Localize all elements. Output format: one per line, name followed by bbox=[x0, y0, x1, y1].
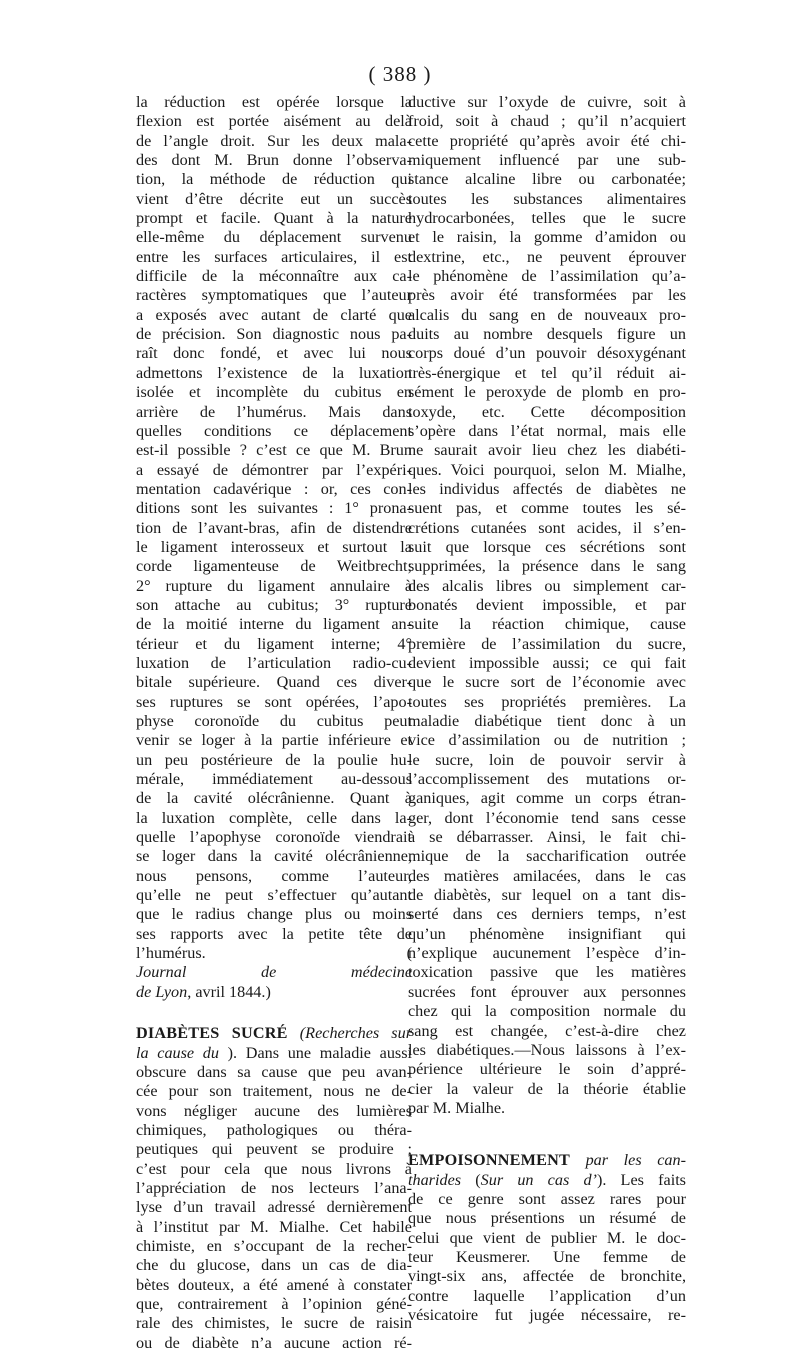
text-line: à se débarrasser. Ainsi, le fait chi- bbox=[408, 828, 686, 847]
text-line: sucrées font éprouver aux personnes bbox=[408, 982, 686, 1001]
paragraph-luxation bbox=[136, 93, 412, 963]
text-line: serté dans ces derniers temps, n’est bbox=[408, 905, 686, 924]
heading-diabetes-title: DIABÈTES SUCRÉ bbox=[136, 1024, 288, 1043]
text-line: prompt et facile. Quant à la nature bbox=[136, 209, 412, 228]
text-line: de précision. Son diagnostic nous pa- bbox=[136, 325, 412, 344]
text-line: suit que lorsque ces sécrétions sont bbox=[408, 537, 686, 556]
text-line: ger, dont l’économie tend sans cesse bbox=[408, 808, 686, 827]
text-line: chimiques, pathologiques ou théra- bbox=[136, 1120, 412, 1139]
text-line: l’accomplissement des mutations or- bbox=[408, 770, 686, 789]
text-line: près avoir été transformées par les bbox=[408, 286, 686, 305]
heading-diabetes bbox=[136, 1024, 412, 1043]
text-line: corde ligamenteuse de Weitbrecht; bbox=[136, 557, 412, 576]
heading-poisoning-subtitle-b: tharides bbox=[408, 1170, 462, 1189]
text-line: duits au nombre desquels figure un bbox=[408, 325, 686, 344]
text-line: sément le peroxyde de plomb en pro- bbox=[408, 383, 686, 402]
heading-diabetes-subtitle-a: (Recherches sur bbox=[299, 1024, 412, 1043]
text-line: des matières amilacées, dans le cas bbox=[408, 866, 686, 885]
text-line: à l’institut par M. Mialhe. Cet habile bbox=[136, 1217, 412, 1236]
text-line: che du glucose, dans un cas de dia- bbox=[136, 1256, 412, 1275]
page-number: ( 388 ) bbox=[368, 62, 432, 86]
heading-diabetes-rest: ). Dans une maladie aussi bbox=[218, 1043, 412, 1062]
text-line: entre les surfaces articulaires, il est bbox=[136, 247, 412, 266]
text-line: bitale supérieure. Quand ces diver- bbox=[136, 673, 412, 692]
citation-line-2 bbox=[136, 983, 412, 1002]
text-line: ques. Voici pourquoi, selon M. Mialhe, bbox=[408, 460, 686, 479]
citation-date: , avril 1844.) bbox=[187, 982, 271, 1001]
heading-poisoning bbox=[408, 1151, 686, 1170]
text-line: toxication passive que les matières bbox=[408, 963, 686, 982]
text-line: son attache au cubitus; 3° rupture bbox=[136, 595, 412, 614]
text-line: peutiques qui peuvent se produire ; bbox=[136, 1140, 412, 1159]
text-line: ses ruptures se sont opérées, l’apo- bbox=[136, 692, 412, 711]
text-line: obscure dans sa cause que peu avan- bbox=[136, 1062, 412, 1081]
citation-journal: Journal de médecine bbox=[136, 963, 412, 982]
text-line: alcalis du sang en de nouveaux pro- bbox=[408, 305, 686, 324]
text-line: 2° rupture du ligament annulaire à bbox=[136, 576, 412, 595]
text-line: mentation cadavérique : or, ces con- bbox=[136, 479, 412, 498]
text-line: suent pas, et comme toutes les sé- bbox=[408, 499, 686, 518]
text-line: cier la valeur de la théorie établie bbox=[408, 1079, 686, 1098]
text-line: de l’angle droit. Sur les deux mala- bbox=[136, 131, 412, 150]
text-line: lyse d’un travail adressé dernièrement bbox=[136, 1198, 412, 1217]
citation-city: de Lyon bbox=[136, 982, 188, 1001]
text-line: s’opère dans l’état normal, mais elle bbox=[408, 421, 686, 440]
text-line: que, contrairement à l’opinion géné- bbox=[136, 1294, 412, 1313]
text-line: quelle l’apophyse coronoïde viendrait bbox=[136, 828, 412, 847]
text-line: très-énergique et tel qu’il réduit ai- bbox=[408, 363, 686, 382]
section-gap bbox=[136, 1002, 412, 1024]
text-line: cée pour son traitement, nous ne de- bbox=[136, 1082, 412, 1101]
heading-poisoning-paren: ( bbox=[461, 1170, 481, 1189]
text-line: miquement influencé par une sub- bbox=[408, 151, 686, 170]
text-line: des alcalis libres ou simplement car- bbox=[408, 576, 686, 595]
text-line: toutes les substances alimentaires bbox=[408, 189, 686, 208]
text-line: contre laquelle l’application d’un bbox=[408, 1286, 686, 1305]
text-line: vésicatoire fut jugée nécessaire, re- bbox=[408, 1305, 686, 1324]
text-line: stance alcaline libre ou carbonatée; bbox=[408, 170, 686, 189]
text-line: n’explique aucunement l’espèce d’in- bbox=[408, 944, 686, 963]
text-line: de diabètès, sur lequel on a tant dis- bbox=[408, 886, 686, 905]
text-line: supprimées, la présence dans le sang bbox=[408, 557, 686, 576]
text-line: de la moitié interne du ligament an- bbox=[136, 615, 412, 634]
text-line: de la cavité olécrânienne. Quant à bbox=[136, 789, 412, 808]
text-line: vingt-six ans, affectée de bronchite, bbox=[408, 1267, 686, 1286]
text-line: périence ultérieure le soin d’appré- bbox=[408, 1060, 686, 1079]
text-line: l’humérus. ( bbox=[136, 944, 412, 963]
text-line: un peu postérieure de la poulie hu- bbox=[136, 750, 412, 769]
text-line: luxation de l’articulation radio-cu- bbox=[136, 653, 412, 672]
text-line: par M. Mialhe. bbox=[408, 1098, 506, 1117]
text-line: isolée et incomplète du cubitus en bbox=[136, 383, 412, 402]
text-line: et le raisin, la gomme d’amidon ou bbox=[408, 228, 686, 247]
text-line: venir se loger à la partie inférieure et bbox=[136, 731, 412, 750]
text-line: tion de l’avant-bras, afin de distendre bbox=[136, 518, 412, 537]
text-line: nous pensons, comme l’auteur, bbox=[136, 866, 412, 885]
text-line: admettons l’existence de la luxation bbox=[136, 363, 412, 382]
heading-poisoning-line2 bbox=[408, 1171, 686, 1190]
text-line: arrière de l’humérus. Mais dans bbox=[136, 402, 412, 421]
heading-poisoning-subtitle-a: par les can- bbox=[570, 1151, 686, 1170]
text-line: a essayé de démontrer par l’expéri- bbox=[136, 460, 412, 479]
text-line: bètes douteux, a été amené à constater bbox=[136, 1275, 412, 1294]
text-line: le ligament interosseux et surtout la bbox=[136, 537, 412, 556]
heading-poisoning-subtitle-c: Sur un cas d’ bbox=[480, 1170, 597, 1189]
text-line: flexion est portée aisément au delà bbox=[136, 112, 412, 131]
text-line: hydrocarbonées, telles que le sucre bbox=[408, 209, 686, 228]
text-line: rale des chimistes, le sucre de raisin bbox=[136, 1314, 412, 1333]
text-line: a exposés avec autant de clarté que bbox=[136, 305, 412, 324]
text-line: ditions sont les suivantes : 1° prona- bbox=[136, 499, 412, 518]
text-line: raît donc fondé, et avec lui nous bbox=[136, 344, 412, 363]
text-line: vons négliger aucune des lumières bbox=[136, 1101, 412, 1120]
text-line: cette propriété qu’après avoir été chi- bbox=[408, 131, 686, 150]
text-line: ses rapports avec la petite tête de bbox=[136, 924, 412, 943]
citation-line bbox=[136, 963, 412, 982]
text-line: crétions cutanées sont acides, il s’en- bbox=[408, 518, 686, 537]
text-line: le phénomène de l’assimilation qu’a- bbox=[408, 267, 686, 286]
text-line: celui que vient de publier M. le doc- bbox=[408, 1228, 686, 1247]
text-line: de ce genre sont assez rares pour bbox=[408, 1189, 686, 1208]
text-line: tion, la méthode de réduction qui bbox=[136, 170, 412, 189]
text-line: toxyde, etc. Cette décomposition bbox=[408, 402, 686, 421]
text-line: qu’un phénomène insignifiant qui bbox=[408, 924, 686, 943]
text-line: vient d’être décrite eut un succès bbox=[136, 189, 412, 208]
paragraph-diabetes bbox=[136, 1063, 412, 1353]
text-line: mérale, immédiatement au-dessous bbox=[136, 770, 412, 789]
text-line: dextrine, etc., ne peuvent éprouver bbox=[408, 247, 686, 266]
text-line: ne saurait avoir lieu chez les diabéti- bbox=[408, 441, 686, 460]
text-line: froid, soit à chaud ; qu’il n’acquiert bbox=[408, 112, 686, 131]
text-line: physe coronoïde du cubitus peut bbox=[136, 712, 412, 730]
text-line: teur Keusmerer. Une femme de bbox=[408, 1247, 686, 1266]
text-line: maladie diabétique tient donc à un bbox=[408, 712, 686, 730]
text-line: des dont M. Brun donne l’observa- bbox=[136, 151, 412, 170]
text-line: elle-même du déplacement survenu bbox=[136, 228, 412, 247]
text-line: se loger dans la cavité olécrânienne, bbox=[136, 847, 412, 866]
text-line: première de l’assimilation du sucre, bbox=[408, 634, 686, 653]
heading-poisoning-rest: ). Les faits bbox=[596, 1170, 686, 1189]
heading-diabetes-line2 bbox=[136, 1044, 412, 1063]
text-line: térieur et du ligament interne; 4° bbox=[136, 634, 412, 653]
text-line: devient impossible aussi; ce qui fait bbox=[408, 653, 686, 672]
text-line: ractères symptomatiques que l’auteur bbox=[136, 286, 412, 305]
text-line: la luxation complète, celle dans la- bbox=[136, 808, 412, 827]
right-column bbox=[408, 93, 686, 1325]
text-line: c’est pour cela que nous livrons à bbox=[136, 1159, 412, 1178]
text-line: la réduction est opérée lorsque la bbox=[136, 93, 412, 111]
text-line: mique de la saccharification outrée bbox=[408, 847, 686, 866]
text-line: que le sucre sort de l’économie avec bbox=[408, 673, 686, 692]
heading-poisoning-title: EMPOISONNEMENT bbox=[408, 1151, 570, 1170]
text-line: l’appréciation de nos lecteurs l’ana- bbox=[136, 1178, 412, 1197]
left-column bbox=[136, 93, 412, 1353]
text-line: difficile de la méconnaître aux ca- bbox=[136, 267, 412, 286]
text-line: les diabétiques.—Nous laissons à l’ex- bbox=[408, 1040, 686, 1059]
heading-diabetes-subtitle-b: la cause du bbox=[136, 1043, 219, 1062]
paragraph-mialhe bbox=[408, 93, 686, 1118]
text-line: sang est changée, c’est-à-dire chez bbox=[408, 1021, 686, 1040]
text-line: quelles conditions ce déplacement bbox=[136, 421, 412, 440]
text-line: le sucre, loin de pouvoir servir à bbox=[408, 750, 686, 769]
section-gap bbox=[408, 1118, 686, 1151]
text-line: ganiques, agit comme un corps étran- bbox=[408, 789, 686, 808]
text-line: ductive sur l’oxyde de cuivre, soit à bbox=[408, 93, 686, 111]
text-line: chimiste, en s’occupant de la recher- bbox=[136, 1236, 412, 1255]
text-line: les individus affectés de diabètes ne bbox=[408, 479, 686, 498]
text-line: corps doué d’un pouvoir désoxygénant bbox=[408, 344, 686, 363]
text-line: est-il possible ? c’est ce que M. Brun bbox=[136, 441, 412, 460]
text-line: suite la réaction chimique, cause bbox=[408, 615, 686, 634]
paragraph-poisoning bbox=[408, 1190, 686, 1325]
text-line: vice d’assimilation ou de nutrition ; bbox=[408, 731, 686, 750]
text-line: que nous présentions un résumé de bbox=[408, 1209, 686, 1228]
text-line: ou de diabète n’a aucune action ré- bbox=[136, 1333, 412, 1352]
text-line: que le radius change plus ou moins bbox=[136, 905, 412, 924]
text-line: toutes ses propriétés premières. La bbox=[408, 692, 686, 711]
text-line: qu’elle ne peut s’effectuer qu’autant bbox=[136, 886, 412, 905]
text-line: chez qui la composition normale du bbox=[408, 1002, 686, 1021]
text-line: bonatés devient impossible, et par bbox=[408, 595, 686, 614]
